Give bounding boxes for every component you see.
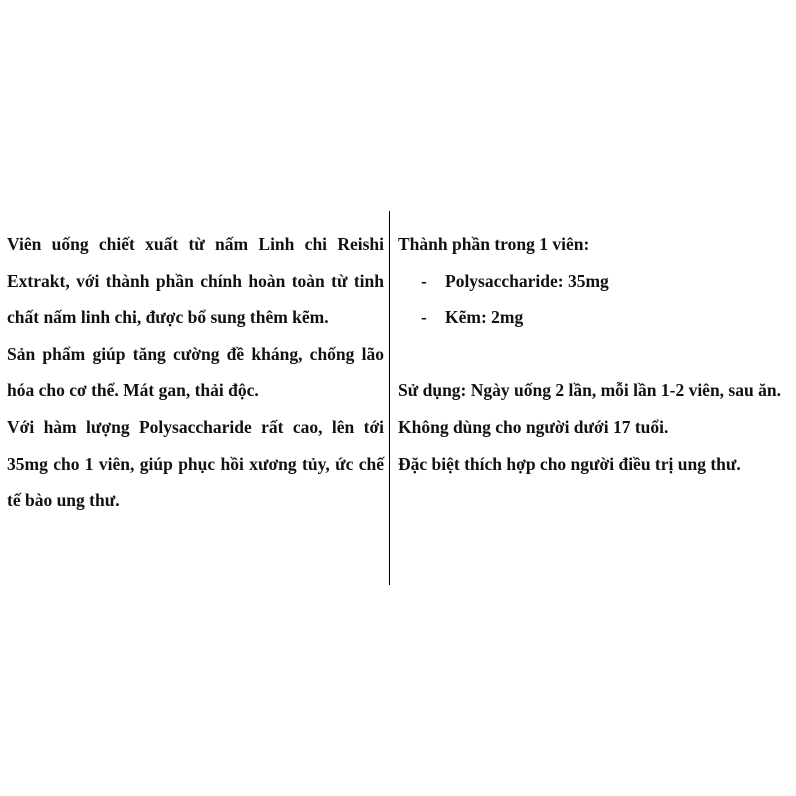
description-paragraph-benefits: Sản phẩm giúp tăng cường đề kháng, chống lão hóa cho cơ thể. Mát gan, thải độc.	[7, 343, 384, 401]
ingredient-text: Kẽm: 2mg	[445, 307, 524, 328]
product-description-column	[7, 226, 384, 519]
ingredient-bullet: -	[421, 270, 427, 291]
section-spacer	[398, 336, 791, 373]
description-paragraph-intro: Viên uống chiết xuất từ nấm Linh chi Reishi Extrakt, với thành phần chính hoàn toàn từ tinh chất nấm linh chi, được bổ sung thêm kẽm.	[7, 234, 384, 328]
ingredient-text: Polysaccharide: 35mg	[445, 270, 609, 291]
warning-text: Không dùng cho người dưới 17 tuổi.	[398, 416, 669, 437]
product-details-column	[398, 226, 791, 482]
usage-text: Sử dụng: Ngày uống 2 lần, mỗi lần 1-2 viên, sau ăn.	[398, 380, 781, 401]
ingredients-heading: Thành phần trong 1 viên:	[398, 234, 590, 254]
recommendation-text: Đặc biệt thích hợp cho người điều trị ung thư.	[398, 453, 741, 474]
ingredients-list	[398, 263, 791, 336]
description-paragraph-polysaccharide: Với hàm lượng Polysaccharide rất cao, lên tới 35mg cho 1 viên, giúp phục hồi xương tủy, ức chế tế bào ung thư.	[7, 416, 384, 511]
ingredient-item	[398, 263, 791, 300]
column-divider	[389, 211, 390, 585]
ingredient-bullet: -	[421, 307, 427, 328]
ingredient-item	[398, 299, 791, 336]
